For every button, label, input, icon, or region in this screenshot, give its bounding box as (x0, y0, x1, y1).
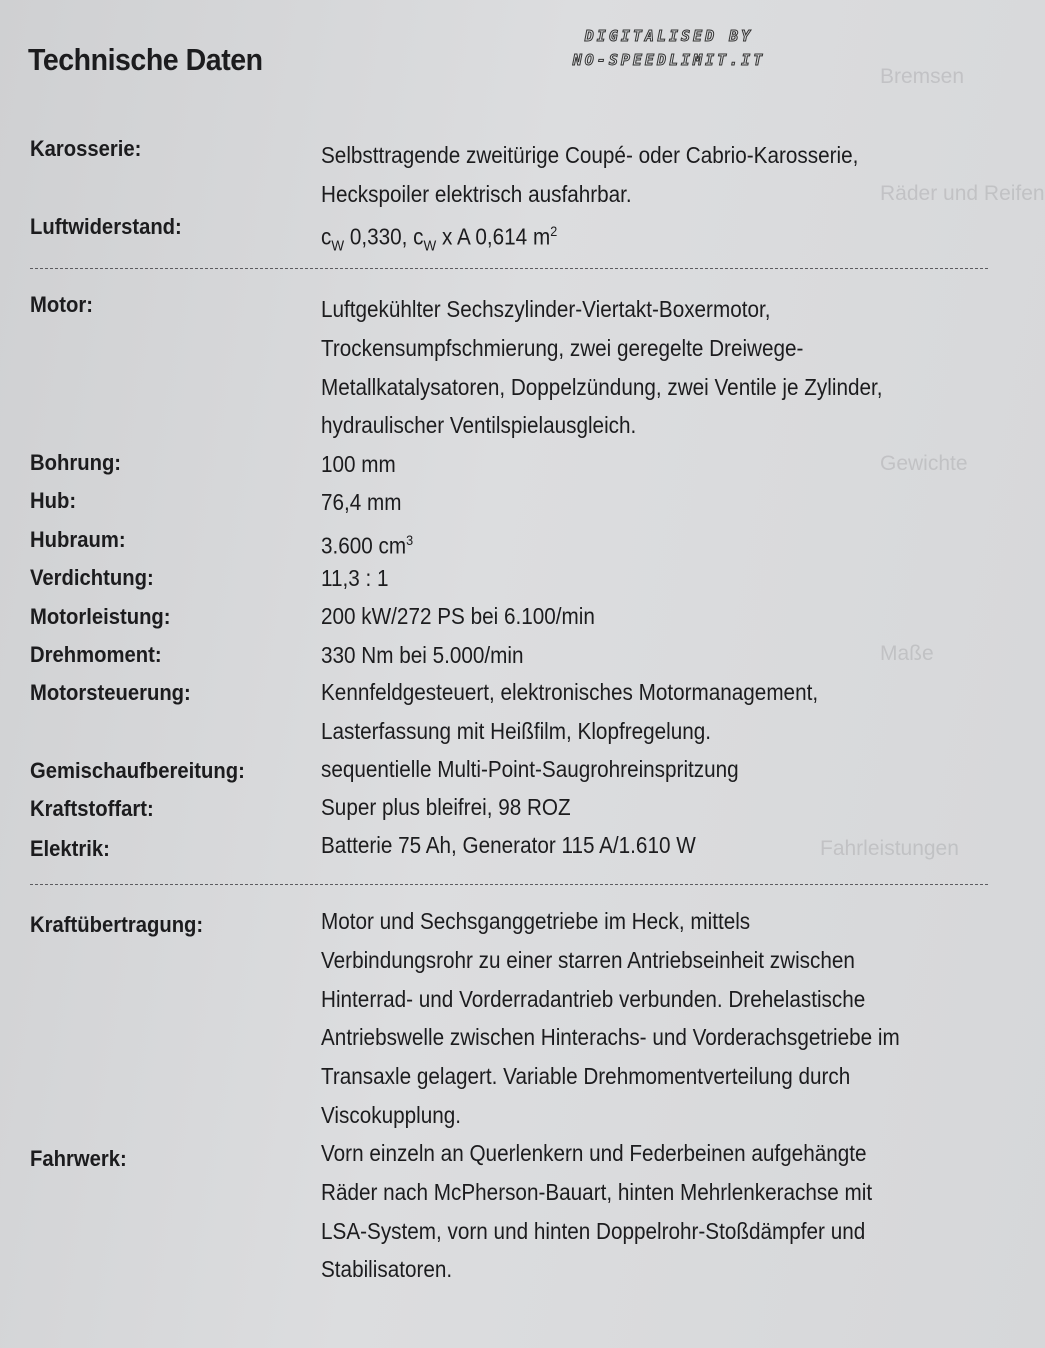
value-gemischaufbereitung: sequentielle Multi-Point-Saugrohreinspritzung (321, 756, 739, 782)
text-line: Stabilisatoren. (321, 1256, 453, 1283)
text-line: Transaxle gelagert. Variable Drehmomentverteilung durch (321, 1063, 851, 1090)
text-line: Hinterrad- und Vorderradantrieb verbunden. Drehelastische (321, 985, 866, 1012)
text-line: Heckspoiler elektrisch ausfahrbar. (321, 180, 632, 207)
hubraum-superscript: 3 (406, 532, 414, 548)
label-gemischaufbereitung: Gemischaufbereitung: (30, 758, 245, 783)
value-fahrwerk (321, 1134, 933, 1289)
text-line: Lasterfassung mit Heißfilm, Klopfregelung. (321, 717, 712, 744)
cwa-subscript: W (423, 237, 437, 255)
value-kraftstoffart: Super plus bleifrei, 98 ROZ (321, 794, 571, 820)
show-through-text: Bremsen (880, 65, 965, 88)
text-line: Räder nach McPherson-Bauart, hinten Mehrlenkerachse mit (321, 1178, 873, 1205)
label-motorleistung: Motorleistung: (30, 604, 171, 629)
text-line: Motor und Sechsganggetriebe im Heck, mittels (321, 908, 751, 934)
label-kraftuebertragung: Kraftübertragung: (30, 912, 204, 937)
text-line: Selbsttragende zweitürige Coupé- oder Cabrio-Karosserie, (321, 142, 859, 168)
show-through-text: Gewichte (880, 452, 968, 475)
text-line: Trockensumpfschmierung, zwei geregelte Dreiwege- (321, 334, 804, 361)
text-line: Luftgekühlter Sechszylinder-Viertakt-Boxermotor, (321, 296, 771, 322)
value-motorleistung: 200 kW/272 PS bei 6.100/min (321, 603, 595, 629)
label-verdichtung: Verdichtung: (30, 565, 154, 590)
value-hub: 76,4 mm (321, 489, 402, 515)
label-karosserie: Karosserie: (30, 136, 142, 161)
show-through-text: Fahrleistungen (820, 837, 959, 860)
label-hubraum: Hubraum: (30, 527, 126, 552)
watermark-line-1: DIGITALISED BY (584, 27, 754, 45)
hubraum-value: 3.600 cm (321, 532, 407, 559)
cwa-value: x A 0,614 m (442, 223, 551, 250)
label-motorsteuerung: Motorsteuerung: (30, 680, 191, 705)
value-luftwiderstand (321, 212, 933, 266)
cwa-superscript: 2 (550, 223, 558, 239)
cw-symbol: c (321, 223, 332, 250)
text-line: Metallkatalysatoren, Doppelzündung, zwei Ventile je Zylinder, (321, 373, 883, 400)
section-divider (30, 268, 988, 269)
page-title: Technische Daten (28, 42, 263, 77)
show-through-text: Räder und Reifen (880, 182, 1045, 205)
value-motor (321, 290, 933, 445)
label-elektrik: Elektrik: (30, 836, 110, 861)
label-luftwiderstand: Luftwiderstand: (30, 214, 182, 239)
label-bohrung: Bohrung: (30, 450, 122, 475)
value-drehmoment: 330 Nm bei 5.000/min (321, 642, 524, 668)
label-drehmoment: Drehmoment: (30, 642, 162, 667)
label-motor: Motor: (30, 292, 93, 317)
value-bohrung: 100 mm (321, 451, 396, 477)
value-motorsteuerung (321, 673, 933, 751)
show-through-text: Maße (880, 642, 934, 665)
section-divider (30, 884, 988, 885)
label-hub: Hub: (30, 488, 77, 513)
text-line: Viscokupplung. (321, 1101, 462, 1128)
text-line: Vorn einzeln an Querlenkern und Federbeinen aufgehängte (321, 1140, 867, 1166)
text-line: Verbindungsrohr zu einer starren Antriebseinheit zwischen (321, 946, 855, 973)
value-karosserie (321, 136, 933, 214)
value-kraftuebertragung (321, 902, 933, 1135)
text-line: hydraulischer Ventilspielausgleich. (321, 412, 637, 439)
cw-value: 0,330, (349, 223, 408, 250)
cw-subscript: W (331, 237, 345, 255)
value-elektrik: Batterie 75 Ah, Generator 115 A/1.610 W (321, 832, 696, 858)
text-line: Kennfeldgesteuert, elektronisches Motormanagement, (321, 679, 819, 705)
watermark-line-2: NO-SPEEDLIMIT.IT (572, 51, 766, 69)
text-line: Antriebswelle zwischen Hinterachs- und Vorderachsgetriebe im (321, 1024, 900, 1051)
label-fahrwerk: Fahrwerk: (30, 1146, 127, 1171)
label-kraftstoffart: Kraftstoffart: (30, 796, 154, 821)
text-line: LSA-System, vorn und hinten Doppelrohr-Stoßdämpfer und (321, 1217, 866, 1244)
digitalised-watermark (524, 24, 814, 72)
value-verdichtung: 11,3 : 1 (321, 565, 389, 591)
cwa-symbol: c (413, 223, 424, 250)
